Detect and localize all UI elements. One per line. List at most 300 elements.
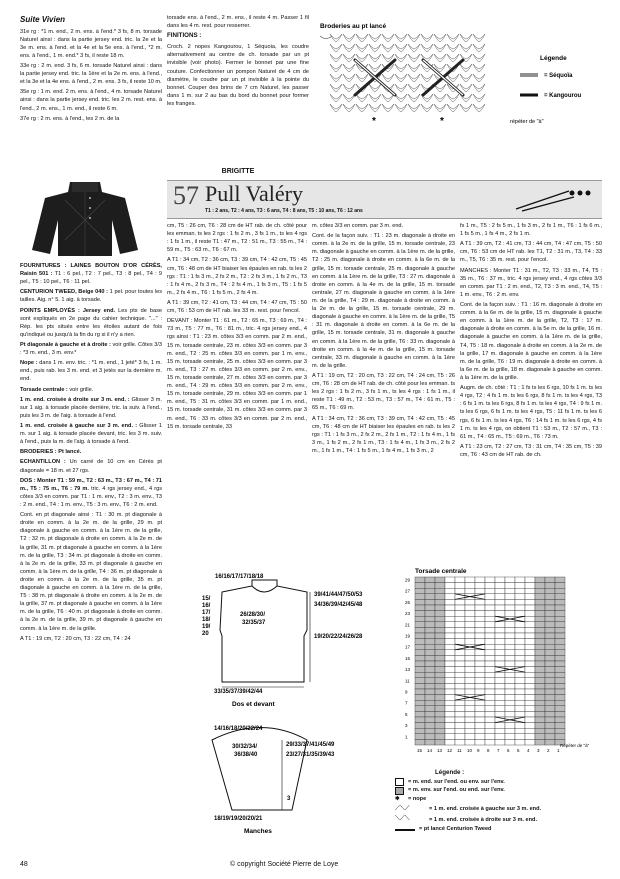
grid-cell <box>505 583 515 589</box>
grid-cell <box>435 644 445 650</box>
grid-cell <box>475 633 485 639</box>
knit-stitch <box>369 44 381 52</box>
grid-cell <box>505 728 515 734</box>
grid-cell <box>505 577 515 583</box>
grid-cell <box>455 588 465 594</box>
grid-cell <box>425 599 435 605</box>
grid-cell <box>485 695 495 701</box>
knit-stitch <box>408 74 420 82</box>
knit-stitch <box>369 64 381 72</box>
knit-stitch <box>408 64 420 72</box>
grid-cell <box>555 689 565 695</box>
grid-cell <box>535 661 545 667</box>
schematic-front-back <box>182 570 367 720</box>
grid-cell <box>495 633 505 639</box>
paragraph: A T1 : 34 cm, T2 : 36 cm, T3 : 39 cm, T4 : 42 cm, T5 : 45 cm, T6 : 48 cm de HT biaiser les épaules en rab. ts les 2 rgs : T1 : 1 fs 3 m., 2 fs 2 m., T2 : 2 fs 3 m., 1 fs 2 m., T3 : 1 fs 4 m., 2 fs 3 m., T4 : 2 fs 4 m., 1 fs 3 m., T5 : 1 fs 5 m., 2 fs 4 m., T6 : 1 fs 5 m., 2 fs 4 m. <box>167 257 308 296</box>
grid-cell <box>435 695 445 701</box>
grid-cell <box>515 655 525 661</box>
knit-stitch <box>473 64 485 72</box>
grid-cell <box>495 700 505 706</box>
grid-cell <box>415 734 425 740</box>
paragraph: FOURNITURES : LAINES BOUTON D'OR CÉRÈS, Raisin 501 : T1 : 6 pel., T2 : 7 pel., T3 : 8 pel., T4 : 9 pel., T5 : 10 pel., T6 : 11 pel. <box>20 263 162 286</box>
knit-stitch <box>473 44 485 52</box>
knit-stitch <box>343 74 355 82</box>
grid-cell <box>465 678 475 684</box>
knit-stitch <box>395 54 407 62</box>
grid-cell <box>425 667 435 673</box>
grid-cell <box>435 611 445 617</box>
page-number: 48 <box>20 861 28 868</box>
grid-cell <box>495 644 505 650</box>
grid-cell <box>485 583 495 589</box>
grid-cell <box>445 611 455 617</box>
col-label: 12 <box>447 748 453 753</box>
grid-cell <box>475 616 485 622</box>
grid-cell <box>535 644 545 650</box>
grid-cell <box>445 599 455 605</box>
col-label: 9 <box>477 748 480 753</box>
grid-cell <box>515 739 525 745</box>
grid-cell <box>545 627 555 633</box>
grid-cell <box>505 695 515 701</box>
grid-cell <box>415 689 425 695</box>
grid-cell <box>455 627 465 633</box>
dim-l3: 17/ <box>202 610 211 616</box>
grid-cell <box>415 616 425 622</box>
grid-cell <box>415 594 425 600</box>
knit-stitch <box>473 94 485 102</box>
cross-left-icon: ⟋⟍⟋ <box>395 804 410 812</box>
grid-cell <box>415 650 425 656</box>
grid-cell <box>535 611 545 617</box>
grid-cell <box>475 711 485 717</box>
grid-cell <box>485 588 495 594</box>
grid-cell <box>545 717 555 723</box>
grid-cell <box>465 605 475 611</box>
knit-stitch <box>421 44 433 52</box>
grid-cell <box>555 639 565 645</box>
col4-main <box>460 222 602 461</box>
legend-item: = m. end. sur l'end. ou env. sur l'env. <box>395 778 602 787</box>
grid-cell <box>525 599 535 605</box>
dim-r2: 34/36/39/42/45/48 <box>314 602 363 608</box>
grid-cell <box>525 667 535 673</box>
finitions-heading: FINITIONS : <box>167 32 202 40</box>
row-label: 7 <box>405 700 408 706</box>
knit-stitch <box>395 74 407 82</box>
grid-cell <box>425 577 435 583</box>
grid-cell <box>455 734 465 740</box>
motif-repeat: répéter de "à" <box>510 119 544 125</box>
grid-cell <box>475 655 485 661</box>
grid-cell <box>445 639 455 645</box>
grid-cell <box>425 605 435 611</box>
grid-cell <box>425 734 435 740</box>
grid-cell <box>525 678 535 684</box>
grid-cell <box>475 734 485 740</box>
grid-cell <box>515 711 525 717</box>
knit-stitch <box>447 54 459 62</box>
grid-cell <box>475 667 485 673</box>
grid-cell <box>485 633 495 639</box>
paragraph: DEVANT : Monter T1 : 61 m., T2 : 65 m., T3 : 69 m., T4 : 73 m., T5 : 77 m., T6 : 81 m., tric. 4 rgs jersey end., 4 rgs ainsi : T1 : 23 m. côtes 3/3 en comm. par 2 m. end., 15 m. torsade centrale, 23 m. côtes 3/3 en comm. par 3 m. end., T2 : 25 m. côtes 3/3 en comm. par 1 m. env., 15 m. torsade centrale, 25 m. côtes 3/3 en comm. par 3 m. end., T3 : 27 m. côtes 3/3 en comm. par 2 m. env., 15 m. torsade centrale, 27 m. côtes 3/3 en comm. par 3 m. end., T4 : 29 m. côtes 3/3 en comm. par 2 m. env., 15 m. torsade centrale, 29 m. côtes 3/3 en comm. par 1 m. end., T5 : 31 m. côtes 3/3 en comm. par 1 m. end., 15 m. torsade centrale, 31 m. côtes 3/3 en comm. par 3 m. end., T6 : 33 m. côtes 3/3 en comm. par 2 m. end., 15 m. torsade centrale, 33 <box>167 318 307 430</box>
grid-cell <box>505 739 515 745</box>
grid-cell <box>555 717 565 723</box>
grid-cell <box>545 650 555 656</box>
grid-cell <box>535 723 545 729</box>
grid-cell <box>465 599 475 605</box>
sleeve-r2: 23/27/31/35/39/43 <box>286 752 335 758</box>
grid-cell <box>515 633 525 639</box>
grid-cell <box>515 706 525 712</box>
knit-stitch <box>343 84 355 92</box>
grid-cell <box>415 655 425 661</box>
grid-cell <box>505 678 515 684</box>
knit-stitch <box>330 94 342 102</box>
knit-stitch <box>408 44 420 52</box>
knit-stitch <box>369 84 381 92</box>
grid-cell <box>455 667 465 673</box>
grid-cell <box>535 683 545 689</box>
grid-cell <box>425 661 435 667</box>
grid-cell <box>555 644 565 650</box>
grid-cell <box>465 611 475 617</box>
paragraph: torsade ens. à l'end., 2 m. ens., il reste 4 m. Passer 1 fil dans les 4 m. rest. pour resserrer. <box>167 15 309 30</box>
grid-cell <box>505 633 515 639</box>
grid-cell <box>525 695 535 701</box>
paragraph: Pt diagonale à gauche et à droite : voir grille. Côtes 3/3 : *3 m. end., 3 m. env.* <box>20 341 162 357</box>
grid-cell <box>555 599 565 605</box>
grid-cell <box>505 706 515 712</box>
grid-cell <box>475 639 485 645</box>
grid-cell <box>555 650 565 656</box>
grid-cell <box>455 706 465 712</box>
col-label: 2 <box>547 748 550 753</box>
knit-stitch <box>434 94 446 102</box>
grid-cell <box>505 611 515 617</box>
knit-stitch <box>356 34 368 42</box>
grid-cell <box>425 627 435 633</box>
grid-cell <box>495 739 505 745</box>
grid-cell <box>525 672 535 678</box>
grid-cell <box>505 594 515 600</box>
paragraph: 1 m. end. croisée à droite sur 3 m. end. : Glisser 3 m. sur 1 aig. à torsade placée derrière, tric. la suiv. à l'end., puis les 3 m. de l'aig. à torsade à l'end. <box>20 396 162 419</box>
grid-cell <box>525 627 535 633</box>
grid-cell <box>555 700 565 706</box>
grid-cell <box>485 683 495 689</box>
grid-cell <box>525 734 535 740</box>
knit-stitch <box>369 94 381 102</box>
grid-cell <box>495 611 505 617</box>
grid-cell <box>545 616 555 622</box>
grid-cell <box>445 689 455 695</box>
grid-cell <box>525 711 535 717</box>
knit-stitch <box>460 64 472 72</box>
knit-stitch <box>447 104 459 112</box>
grid-cell <box>425 739 435 745</box>
grid-cell <box>485 700 495 706</box>
grid-cell <box>535 717 545 723</box>
grid-cell <box>515 683 525 689</box>
grid-cell <box>505 588 515 594</box>
grid-cell <box>455 611 465 617</box>
grid-cell <box>425 723 435 729</box>
grid-cell <box>545 655 555 661</box>
grid-cell <box>555 583 565 589</box>
grid-cell <box>525 611 535 617</box>
grid-cell <box>415 711 425 717</box>
paragraph: A T1 : 39 cm, T2 : 41 cm, T3 : 44 cm, T4 : 47 cm, T5 : 50 cm, T6 : 53 cm de HT rab. les 33 m. rest. pour l'encol. <box>167 299 308 315</box>
grid-cell <box>485 723 495 729</box>
grid-cell <box>485 594 495 600</box>
knit-stitch <box>395 34 407 42</box>
grid-cell <box>555 661 565 667</box>
grid-cell <box>425 644 435 650</box>
knit-stitch <box>330 54 342 62</box>
knit-stitch <box>434 104 446 112</box>
grid-cell <box>445 667 455 673</box>
sleeve-r1: 29/33/37/41/45/49 <box>286 742 335 748</box>
grid-cell <box>415 672 425 678</box>
legend-title: Légende : <box>435 769 465 776</box>
grid-cell <box>545 739 555 745</box>
grid-cell <box>455 717 465 723</box>
knit-stitch <box>395 84 407 92</box>
grid-cell <box>415 622 425 628</box>
grid-cell <box>545 599 555 605</box>
grid-cell <box>435 689 445 695</box>
grid-cell <box>545 588 555 594</box>
knit-stitch <box>356 104 368 112</box>
grid-cell <box>525 633 535 639</box>
knit-stitch <box>369 34 381 42</box>
grid-cell <box>485 605 495 611</box>
knit-stitch <box>473 104 485 112</box>
row-label: 23 <box>405 611 411 617</box>
knit-stitch <box>382 34 394 42</box>
grid-cell <box>555 627 565 633</box>
grid-cell <box>465 577 475 583</box>
grid-cell <box>435 655 445 661</box>
grid-cell <box>485 639 495 645</box>
grid-cell <box>495 728 505 734</box>
grid-cell <box>545 583 555 589</box>
dim-l2: 16/ <box>202 603 211 609</box>
legend-item: = pt lancé Centurion Tweed <box>395 825 602 834</box>
dim-r3: 19/20/22/24/26/28 <box>314 634 363 640</box>
knit-stitch <box>330 64 342 72</box>
grid-cell <box>465 622 475 628</box>
grid-cell <box>505 622 515 628</box>
grid-cell <box>545 661 555 667</box>
grid-cell <box>415 639 425 645</box>
legend-kangourou: = Kangourou <box>544 93 582 99</box>
paragraph: MANCHES : Monter T1 : 31 m., T2, T3 : 33 m., T4, T5 : 35 m., T6 : 37 m., tric. 4 rgs jersey end., 4 rgs côtes 3/3 en comm. par T1 : 2 m. end., T2, T3 : 3 m. end., T4, T5 : 1 m. env., T6 : 2 m. env. <box>460 267 602 298</box>
grid-cell <box>535 672 545 678</box>
grid-cell <box>475 577 485 583</box>
grid-cell <box>555 667 565 673</box>
grid-cell <box>475 706 485 712</box>
grid-cell <box>455 639 465 645</box>
grid-cell <box>465 683 475 689</box>
grid-cell <box>495 672 505 678</box>
grid-cell <box>415 723 425 729</box>
grid-cell <box>555 605 565 611</box>
grid-cell <box>485 611 495 617</box>
grid-cell <box>455 700 465 706</box>
row-label: 27 <box>405 588 411 594</box>
grid-cell <box>525 728 535 734</box>
grid-cell <box>465 633 475 639</box>
running-stitch-icon <box>395 829 415 831</box>
grid-cell <box>495 683 505 689</box>
paragraph: A T1 : 19 cm, T2 : 20 cm, T3 : 22 cm, T4 : 24 cm, T5 : 26 cm, T6 : 28 cm de HT rab. de ch. côté pour les emman. ts les 2 rgs : 1 fs 2 m., 3 fs 1 m., ts les 4 rgs : 1 fs 1 m., il reste T1 : 49 m., T2 : 53 m., T3 : 57 m., T4 : 61 m., T5 : 65 m., T6 : 69 m. <box>312 372 455 412</box>
sleeve-top: 14/16/18/20/22/24 <box>214 726 263 732</box>
grid-cell <box>455 583 465 589</box>
grid-cell <box>525 616 535 622</box>
grid-cell <box>445 616 455 622</box>
knit-stitch <box>395 104 407 112</box>
grid-cell <box>415 661 425 667</box>
grid-cell <box>425 588 435 594</box>
knit-stitch <box>434 54 446 62</box>
grid-cell <box>435 588 445 594</box>
paragraph: 31e rg : *1 m. end., 2 m. ens. à l'end.* 3 fs, 8 m. torsade Naturel ainsi : dans la partie jersey end. tric. la 2e et la 3e m. ens. à l'end. et la 4e et la 5e ens. à l'end., *2 m. ens. à l'end., 1 m. end.* 3 fs, il reste 18 m. <box>20 28 162 59</box>
grid-cell <box>445 622 455 628</box>
knit-stitch <box>434 44 446 52</box>
grid-cell <box>445 655 455 661</box>
grid-cell <box>445 695 455 701</box>
grid-cell <box>475 661 485 667</box>
row-label: 29 <box>405 577 411 583</box>
grid-cell <box>445 678 455 684</box>
grid-cell <box>435 683 445 689</box>
grid-cell <box>425 583 435 589</box>
knit-stitch <box>434 34 446 42</box>
paragraph: m. côtes 3/3 en comm. par 3 m. end. <box>312 223 404 229</box>
col-label: 5 <box>517 748 520 753</box>
grid-cell <box>475 605 485 611</box>
grid-cell <box>485 711 495 717</box>
grid-cell <box>485 577 495 583</box>
knit-stitch <box>343 44 355 52</box>
grid-cell <box>545 672 555 678</box>
grid-cell <box>555 706 565 712</box>
grid-cell <box>495 583 505 589</box>
grid-cell <box>515 588 525 594</box>
grid-cell <box>435 616 445 622</box>
dim-shoulder2: 32/35/37 <box>242 620 266 626</box>
grid-cell <box>435 711 445 717</box>
knit-stitch <box>421 74 433 82</box>
grid-cell <box>495 605 505 611</box>
grid-cell <box>535 594 545 600</box>
col-label: 8 <box>487 748 490 753</box>
grid-cell <box>525 622 535 628</box>
knit-stitch <box>343 54 355 62</box>
knit-stitch <box>330 34 342 42</box>
grid-cell <box>445 650 455 656</box>
knit-stitch <box>330 44 342 52</box>
grid-cell <box>505 599 515 605</box>
schematic-caption: Dos et devant <box>232 701 275 708</box>
grid-cell <box>435 706 445 712</box>
paragraph: 1 m. end. croisée à gauche sur 3 m. end. : Glisser 1 m. sur 1 aig. à torsade placée devant, tric. les 3 m. suiv. à l'end., puis la m. de l'aig. à torsade à l'end. <box>20 422 163 446</box>
grid-cell <box>515 661 525 667</box>
grid-cell <box>415 644 425 650</box>
grid-cell <box>435 577 445 583</box>
grid-cell <box>425 728 435 734</box>
grid-cell <box>545 639 555 645</box>
grid-cell <box>505 700 515 706</box>
grid-cell <box>445 711 455 717</box>
paragraph: Cont. de la façon suiv. : T1 : 23 m. diagonale à droite en comm. à la 2e m. de la grille, 15 m. torsade centrale, 23 m. diagonale à gauche en comm. à la 1ère m. de la grille, T2 : 25 m. diagonale à droite en comm. à la 6e m. de la grille, 15 m. torsade centrale, 25 m. diagonale à gauche en comm. à la 1ère m. de la grille, T3 : 27 m. diagonale à droite en comm. à la 4e m. de la grille, 15 m. torsade centrale, 27 m. diagonale à gauche en comm. à la 1ère m. de la grille, T4 : 29 m. diagonale à droite en comm. à la 2e m. de la grille, 15 m. torsade centrale, 29 m. diagonale à gauche en comm. à la 1ère m. de la grille, T5 : 31 m. diagonale à droite en comm. à la 6e m. de la grille, 15 m. torsade centrale, 31 m. diagonale à gauche en comm. à la 1ère m. de la grille, T6 : 33 m. diagonale à droite en comm. à la 4e m. de la grille, 15 m. torsade centrale, 33 m. diagonale à gauche en comm. à la 1ère m. de la grille. <box>312 233 455 369</box>
knit-stitch <box>460 74 472 82</box>
grid-cell <box>435 594 445 600</box>
grid-cell <box>495 588 505 594</box>
grid-cell <box>475 588 485 594</box>
grid-cell <box>485 678 495 684</box>
grid-cell <box>485 728 495 734</box>
grid-cell <box>515 734 525 740</box>
asterisk-icon: ✱ <box>395 795 400 802</box>
grid-cell <box>455 655 465 661</box>
dim-r1: 39/41/44/47/50/53 <box>314 592 363 598</box>
grid-cell <box>465 734 475 740</box>
knit-stitch <box>343 64 355 72</box>
grid-title: Torsade centrale <box>415 568 467 575</box>
grid-cell <box>415 583 425 589</box>
grid-cell <box>415 667 425 673</box>
grid-cell <box>465 700 475 706</box>
knit-stitch <box>408 104 420 112</box>
col-label: 3 <box>537 748 540 753</box>
grid-cell <box>455 661 465 667</box>
grid-cell <box>515 728 525 734</box>
dim-l4: 18/ <box>202 617 211 623</box>
grid-cell <box>465 639 475 645</box>
col3-main <box>312 222 455 457</box>
grid-cell <box>515 650 525 656</box>
grid-cell <box>445 605 455 611</box>
legend-item: ✱ = nope <box>395 795 427 802</box>
knit-stitch <box>408 34 420 42</box>
copyright: © copyright Société Pierre de Loye <box>230 861 339 868</box>
knit-stitch <box>369 54 381 62</box>
grid-cell <box>495 655 505 661</box>
grid-cell <box>425 678 435 684</box>
col-label: 15 <box>417 748 423 753</box>
grid-cell <box>555 577 565 583</box>
grid-cell <box>485 655 495 661</box>
motif-legend: Légende <box>540 55 567 62</box>
grid-cell <box>515 622 525 628</box>
grid-cell <box>435 678 445 684</box>
grid-cell <box>465 583 475 589</box>
grid-cell <box>415 695 425 701</box>
grid-cell <box>545 706 555 712</box>
brigitte-label: BRIGITTE <box>221 168 255 175</box>
grid-cell <box>465 616 475 622</box>
grid-cell <box>415 717 425 723</box>
grid-cell <box>425 633 435 639</box>
grid-cell <box>415 683 425 689</box>
grid-cell <box>435 717 445 723</box>
knit-stitch <box>356 94 368 102</box>
grid-cell <box>455 599 465 605</box>
grid-cell <box>495 577 505 583</box>
knit-stitch <box>369 104 381 112</box>
